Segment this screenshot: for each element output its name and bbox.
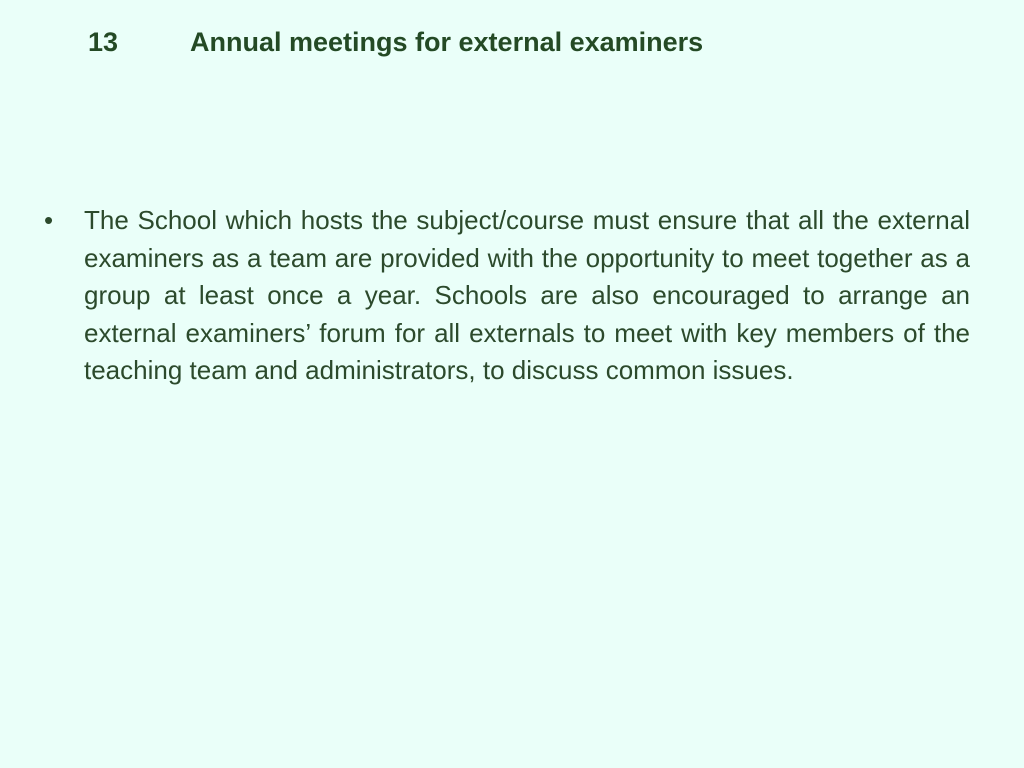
- bullet-text: The School which hosts the subject/course must ensure that all the external examiners as a team are provided with the opportunity to meet together as a group at least once a year. Schools are also encouraged to arrange an external examiners’ forum for all externals to meet with key members of the teaching team and administrators, to discuss common issues.: [84, 205, 970, 385]
- bullet-list: [44, 202, 970, 390]
- slide-number: 13: [88, 26, 119, 57]
- slide-title-text: Annual meetings for external examiners: [190, 26, 704, 57]
- bullet-item: [44, 202, 970, 390]
- slide-title: [88, 22, 703, 62]
- bullet-icon: •: [44, 205, 54, 235]
